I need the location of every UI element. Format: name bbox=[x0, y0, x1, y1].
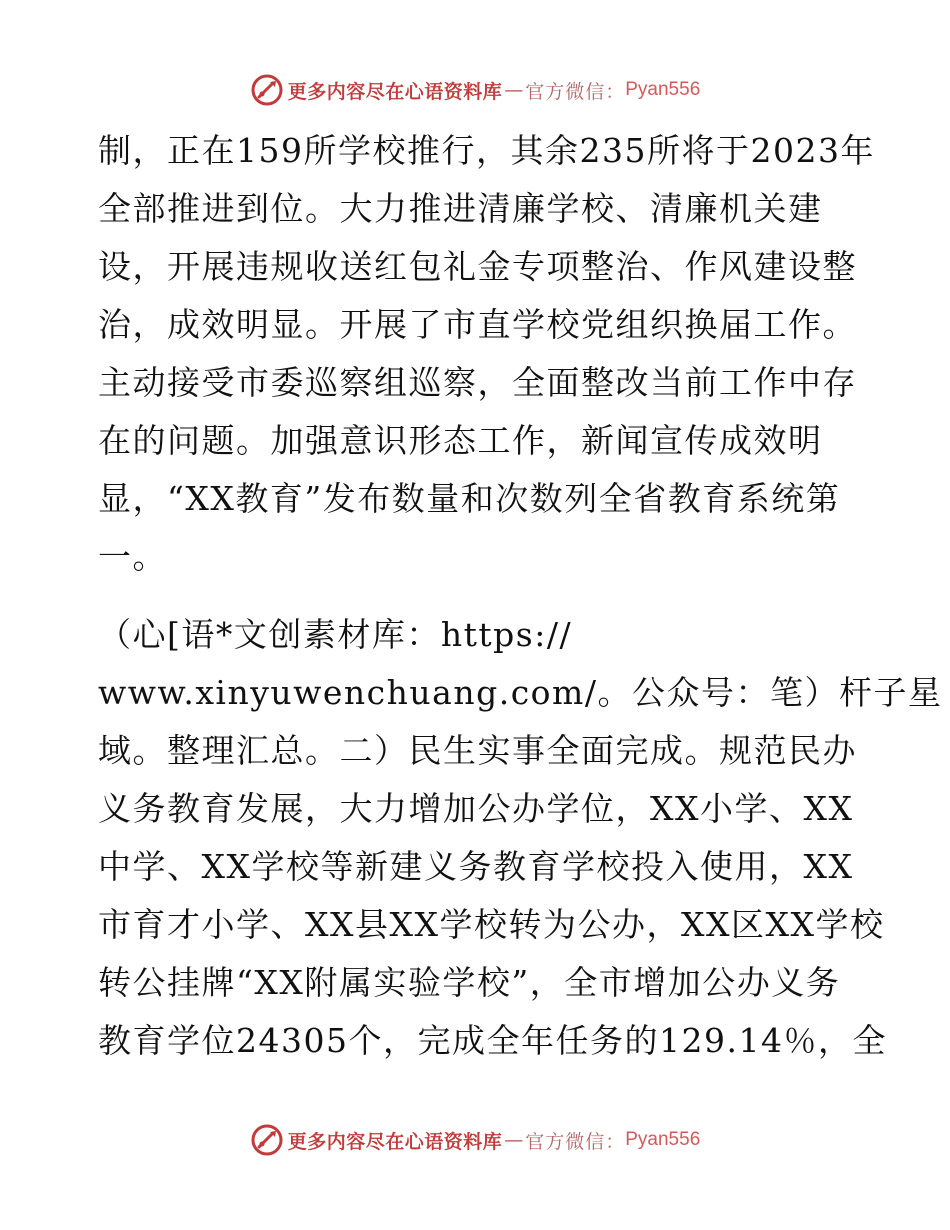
paragraph-line: 中学、XX学校等新建义务教育学校投入使用，XX bbox=[98, 847, 854, 886]
paragraph-spacer bbox=[98, 586, 868, 606]
paragraph-line: 教育学位24305个，完成全年任务的129.14％，全 bbox=[98, 1021, 887, 1060]
paragraph-line: 显，“XX教育”发布数量和次数列全省教育系统第 bbox=[98, 479, 841, 518]
footer-wechat-label: 官方微信： bbox=[525, 1130, 626, 1153]
paragraph-line: www.xinyuwenchuang.com/。公众号：笔）杆子星 bbox=[98, 673, 943, 712]
paragraph-line: 转公挂牌“XX附属实验学校”，全市增加公办义务 bbox=[98, 963, 841, 1002]
paragraph-line: 义务教育发展，大力增加公办学位，XX小学、XX bbox=[98, 789, 854, 828]
paragraph-line: 设，开展违规收送红包礼金专项整治、作风建设整 bbox=[98, 247, 857, 286]
paragraph-line: 在的问题。加强意识形态工作，新闻宣传成效明 bbox=[98, 421, 823, 460]
paragraph-line: 主动接受市委巡察组巡察，全面整改当前工作中存 bbox=[98, 363, 857, 402]
document-body bbox=[98, 122, 943, 1070]
paragraph-line: 域。整理汇总。二）民生实事全面完成。规范民办 bbox=[98, 731, 857, 770]
footer-banner bbox=[0, 1120, 950, 1160]
paragraph-line: 治，成效明显。开展了市直学校党组织换届工作。 bbox=[98, 305, 857, 344]
paragraph-line: 市育才小学、XX县XX学校转为公办，XX区XX学校 bbox=[98, 905, 885, 944]
paragraph-1 bbox=[98, 122, 875, 586]
footer-dash: — bbox=[504, 1129, 524, 1151]
footer-brand-text: 更多内容尽在心语资料库 bbox=[287, 1130, 503, 1153]
header-dash: — bbox=[504, 79, 524, 101]
header-wechat-id: Pyan556 bbox=[625, 79, 701, 100]
paragraph-2 bbox=[98, 606, 943, 1070]
brand-logo-icon bbox=[250, 1123, 284, 1157]
header-brand-text: 更多内容尽在心语资料库 bbox=[287, 80, 503, 103]
paragraph-line: 制，正在159所学校推行，其余235所将于2023年 bbox=[98, 131, 875, 170]
header-wechat-label: 官方微信： bbox=[525, 80, 626, 103]
paragraph-line: 一。 bbox=[98, 537, 167, 576]
paragraph-line: （心[语*文创素材库：https:// bbox=[98, 615, 573, 654]
paragraph-line: 全部推进到位。大力推进清廉学校、清廉机关建 bbox=[98, 189, 823, 228]
brand-logo-icon bbox=[250, 73, 284, 107]
header-banner bbox=[0, 70, 950, 110]
footer-wechat-id: Pyan556 bbox=[625, 1129, 701, 1150]
